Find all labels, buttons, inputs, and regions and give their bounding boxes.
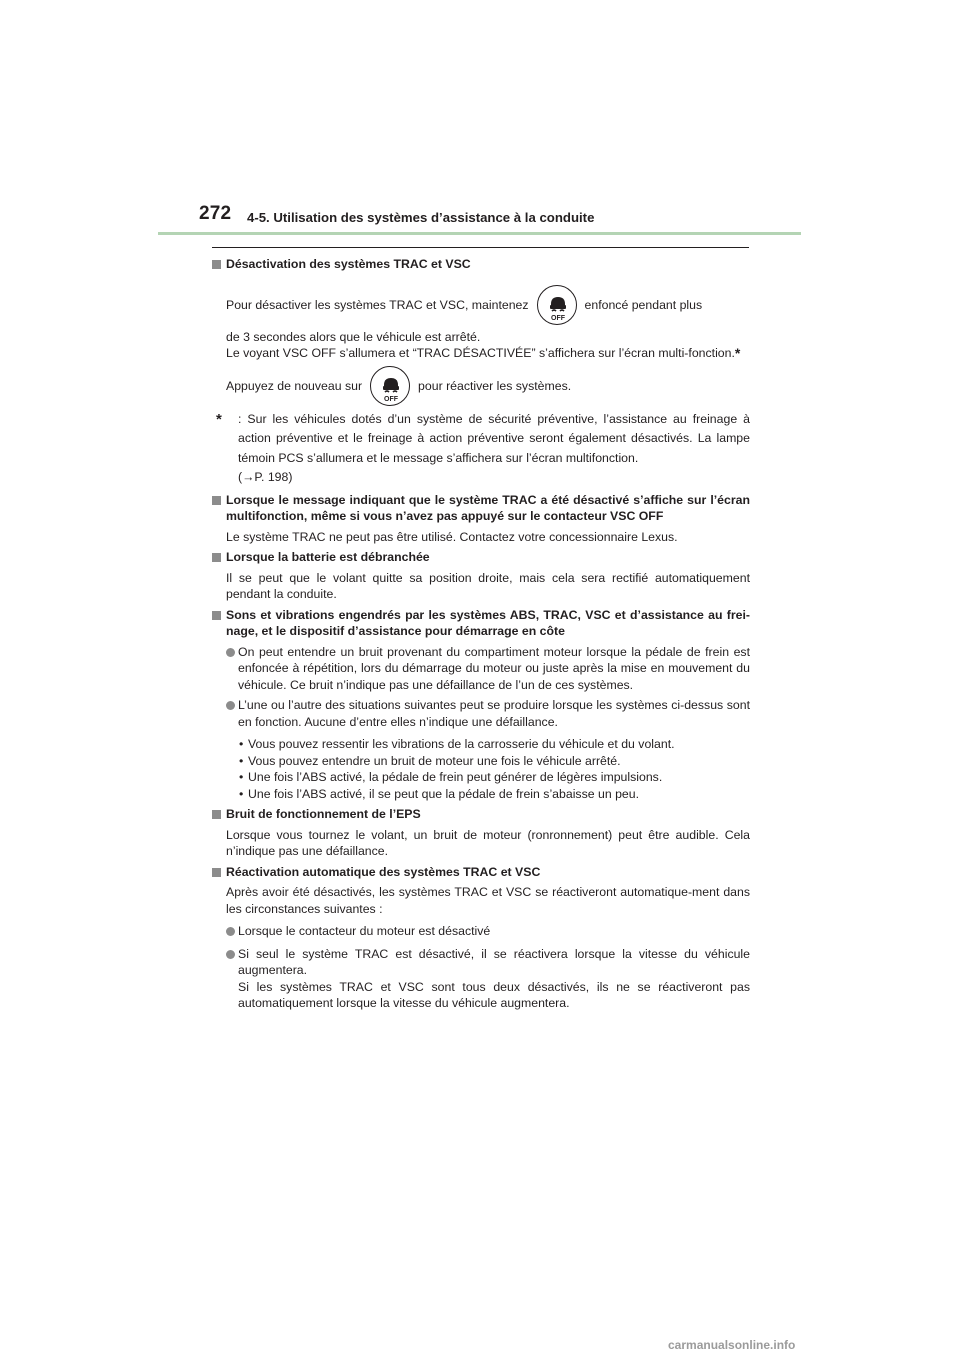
vsc-off-switch-icon: [537, 285, 577, 325]
header-rule: [158, 232, 801, 235]
list-item-text-continued: Si les systèmes TRAC et VSC sont tous deux désactivés, ils ne se réactiveront pas automatiquement lorsque la vitesse du véhicule augmentera.: [238, 979, 750, 1010]
sub-list-item-text: Une fois l’ABS activé, la pédale de frein peut générer de légères impulsions.: [248, 770, 663, 784]
dot-marker: •: [239, 737, 244, 751]
section-heading: [212, 864, 750, 881]
circle-bullet-icon: [226, 701, 235, 710]
section-heading: [212, 492, 750, 525]
footnote: [212, 410, 750, 488]
square-bullet-icon: [212, 496, 221, 505]
section-heading: [212, 806, 750, 823]
circle-bullet-icon: [226, 950, 235, 959]
section-heading: [212, 256, 750, 273]
section-heading: [212, 607, 750, 640]
section-title: 4-5. Utilisation des systèmes d’assistance à la conduite: [247, 210, 595, 225]
dot-marker: •: [239, 753, 244, 768]
text: pour réactiver les systèmes.: [418, 378, 572, 393]
section-battery: [212, 549, 750, 603]
list-item-text: On peut entendre un bruit provenant du compartiment moteur lorsque la pédale de frein est enfoncée à répétition, lors du démarrage du moteur ou juste après la mise en mouvement du véhicule. Ce bruit n’indique pas une défaillance de l’un de ces systèmes.: [238, 644, 750, 692]
section-heading-text: Bruit de fonctionnement de l’EPS: [226, 807, 421, 821]
list-item: [212, 946, 750, 1012]
list-item: [212, 644, 750, 694]
circle-bullet-icon: [226, 927, 235, 936]
footnote-star: *: [216, 410, 222, 428]
section-heading-text: Réactivation automatique des systèmes TRAC et VSC: [226, 864, 541, 879]
section-heading-text: Désactivation des systèmes TRAC et VSC: [226, 257, 471, 271]
paragraph: Le système TRAC ne peut pas être utilisé. Contactez votre concessionnaire Lexus.: [226, 529, 678, 544]
text: Pour désactiver les systèmes TRAC et VSC, maintenez: [226, 297, 529, 312]
list-item-text: Lorsque le contacteur du moteur est désactivé: [238, 924, 491, 938]
section-trac-message: [212, 492, 750, 546]
paragraph: Lorsque vous tournez le volant, un bruit de moteur (ronronnement) peut être audible. Cela n’indique pas une défaillance.: [226, 827, 750, 858]
footnote-marker: *: [734, 345, 741, 361]
paragraph-line2: de 3 secondes alors que le véhicule est arrêté.: [226, 329, 481, 344]
sub-list-item: [212, 786, 750, 803]
text: enfoncé pendant plus: [584, 297, 703, 312]
circle-bullet-icon: [226, 648, 235, 657]
list-item: [212, 923, 750, 940]
paragraph-reactivate: [212, 362, 750, 410]
list-item-text: L’une ou l’autre des situations suivantes peut se produire lorsque les systèmes ci-dessus sont en fonction. Aucune d’entre elles n’indique une défaillance.: [238, 698, 750, 729]
text: Appuyez de nouveau sur: [226, 378, 363, 393]
section-trac-vsc-off: [212, 256, 750, 488]
text: Le voyant VSC OFF s’allumera et “TRAC DÉSACTIVÉE” s’affichera sur l’écran multi-fonction.: [226, 346, 735, 360]
square-bullet-icon: [212, 553, 221, 562]
vsc-off-label: OFF: [384, 395, 399, 403]
vsc-off-label: OFF: [550, 314, 565, 322]
paragraph: Il se peut que le volant quitte sa position droite, mais cela sera rectifié automatiquement pendant la conduite.: [226, 570, 750, 601]
section-heading: [212, 549, 750, 566]
vsc-off-switch-icon: [370, 366, 410, 406]
list-item: [212, 697, 750, 730]
page-content: [212, 256, 750, 1012]
list-item-text: Si seul le système TRAC est désactivé, il se réactivera lorsque la vitesse du véhicule augmentera.: [238, 946, 750, 977]
paragraph-indicator: [212, 345, 750, 362]
sub-list-item-text: Vous pouvez ressentir les vibrations de la carrosserie du véhicule et du volant.: [248, 737, 675, 751]
section-heading-text: Lorsque le message indiquant que le système TRAC a été désactivé s’affiche sur l’écran multifonction, même si vous n’avez pas appuyé sur le contacteur VSC OFF: [226, 492, 750, 523]
square-bullet-icon: [212, 260, 221, 269]
section-auto-reactivation: [212, 864, 750, 1012]
section-eps-noise: [212, 806, 750, 860]
square-bullet-icon: [212, 611, 221, 620]
sub-list-item-text: Vous pouvez entendre un bruit de moteur une fois le véhicule arrêté.: [248, 753, 621, 768]
page-reference-link[interactable]: (→P. 198): [238, 470, 293, 484]
sub-list: [212, 736, 750, 802]
page-number: 272: [199, 203, 232, 224]
sub-list-item: [212, 753, 750, 770]
watermark: carmanualsonline.info: [668, 1338, 796, 1352]
sub-list-item: [212, 769, 750, 786]
dot-marker: •: [239, 786, 244, 801]
content-rule: [212, 247, 749, 248]
section-sounds-vibrations: [212, 607, 750, 803]
square-bullet-icon: [212, 868, 221, 877]
section-heading-text: Sons et vibrations engendrés par les systèmes ABS, TRAC, VSC et d’assistance au frei-nage, et le dispositif d’assistance pour démarrage en côte: [226, 607, 750, 638]
paragraph: Après avoir été désactivés, les systèmes TRAC et VSC se réactiveront automatique-ment dans les circonstances suivantes :: [226, 885, 750, 916]
dot-marker: •: [239, 770, 244, 784]
section-heading-text: Lorsque la batterie est débranchée: [226, 550, 430, 564]
footnote-text: : Sur les véhicules dotés d’un système de sécurité préventive, l’assistance au freinage à action préventive et le freinage à action préventive seront également désactivés. La lampe témoin PCS s’allumera et le message s’affichera sur l’écran multifonction.: [238, 411, 750, 465]
square-bullet-icon: [212, 810, 221, 819]
paragraph-hold-button: [212, 281, 750, 329]
sub-list-item: [212, 736, 750, 753]
sub-list-item-text: Une fois l’ABS activé, il se peut que la pédale de frein s’abaisse un peu.: [248, 786, 640, 801]
